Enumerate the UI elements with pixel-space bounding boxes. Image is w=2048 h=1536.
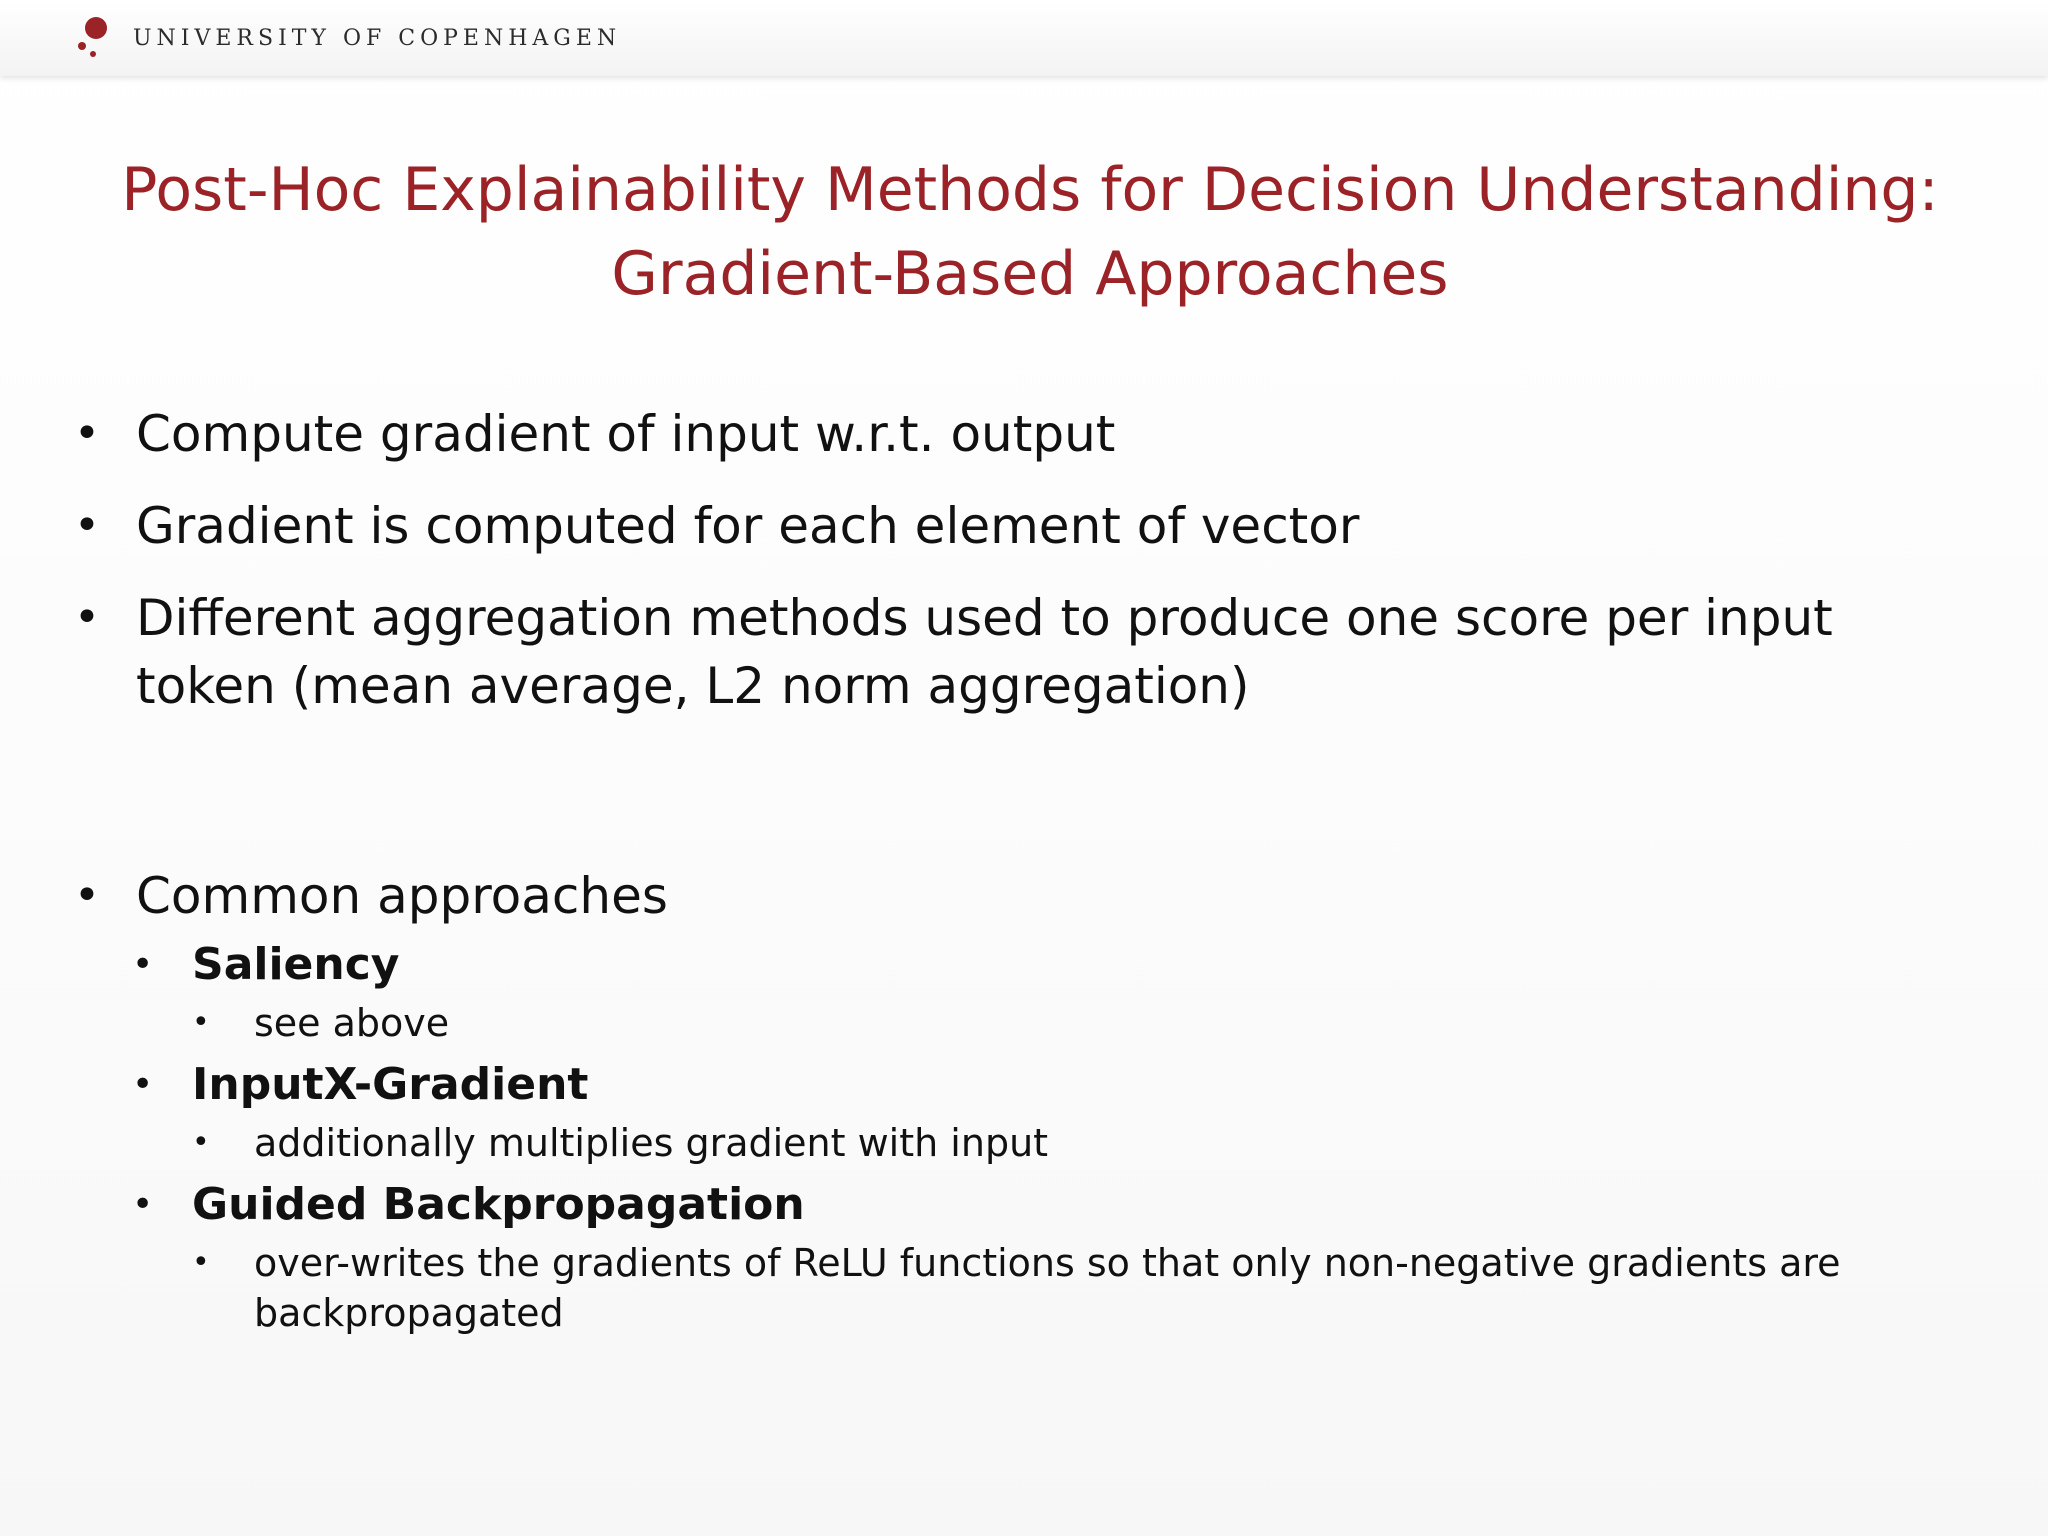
bullet-item (74, 400, 1974, 468)
approach-item (132, 1052, 1974, 1168)
approach-desc-list (192, 1118, 1974, 1168)
approach-name: Saliency (192, 939, 400, 990)
spacer (74, 744, 1974, 862)
approach-desc: over-writes the gradients of ReLU functions so that only non-negative gradients are backpropagated (254, 1241, 1841, 1335)
bullet-dot-icon: • (132, 1184, 154, 1225)
university-name: UNIVERSITY OF COPENHAGEN (133, 26, 622, 51)
approach-name: InputX-Gradient (192, 1059, 589, 1110)
bullet-item-common (74, 862, 1974, 1338)
bullet-text: Compute gradient of input w.r.t. output (136, 405, 1116, 463)
approach-item (132, 1172, 1974, 1338)
approach-desc-item (192, 998, 1974, 1048)
slide-title (60, 148, 2000, 316)
bullet-dot-icon: • (74, 870, 100, 921)
bullet-text: Different aggregation methods used to produce one score per input token (mean average, L2 norm aggregation) (136, 589, 1833, 715)
header-bar (0, 0, 2048, 76)
bullet-dot-icon: • (132, 1064, 154, 1105)
bullet-dot-icon: • (74, 592, 100, 643)
title-line-1: Post-Hoc Explainability Methods for Decision Understanding: (121, 155, 1939, 225)
title-line-2: Gradient-Based Approaches (611, 239, 1449, 309)
ku-seal-icon (76, 16, 110, 60)
bullet-item (74, 584, 1974, 720)
bullet-dot-icon: • (74, 500, 100, 551)
approach-desc: see above (254, 1001, 450, 1045)
bullet-dot-icon: • (192, 1125, 210, 1160)
approach-desc-item (192, 1118, 1974, 1168)
approach-item (132, 932, 1974, 1048)
bullet-dot-icon: • (192, 1245, 210, 1280)
bullet-item (74, 492, 1974, 560)
bullet-text: Common approaches (136, 867, 668, 925)
approach-desc-list (192, 998, 1974, 1048)
approach-list (132, 932, 1974, 1338)
approach-desc-item (192, 1238, 1974, 1338)
bullet-dot-icon: • (132, 944, 154, 985)
approach-desc-list (192, 1238, 1974, 1338)
approach-desc: additionally multiplies gradient with input (254, 1121, 1049, 1165)
bullet-text: Gradient is computed for each element of vector (136, 497, 1360, 555)
approach-name: Guided Backpropagation (192, 1179, 805, 1230)
bullet-dot-icon: • (192, 1005, 210, 1040)
bullet-list (74, 400, 1974, 1362)
bullet-dot-icon: • (74, 408, 100, 459)
